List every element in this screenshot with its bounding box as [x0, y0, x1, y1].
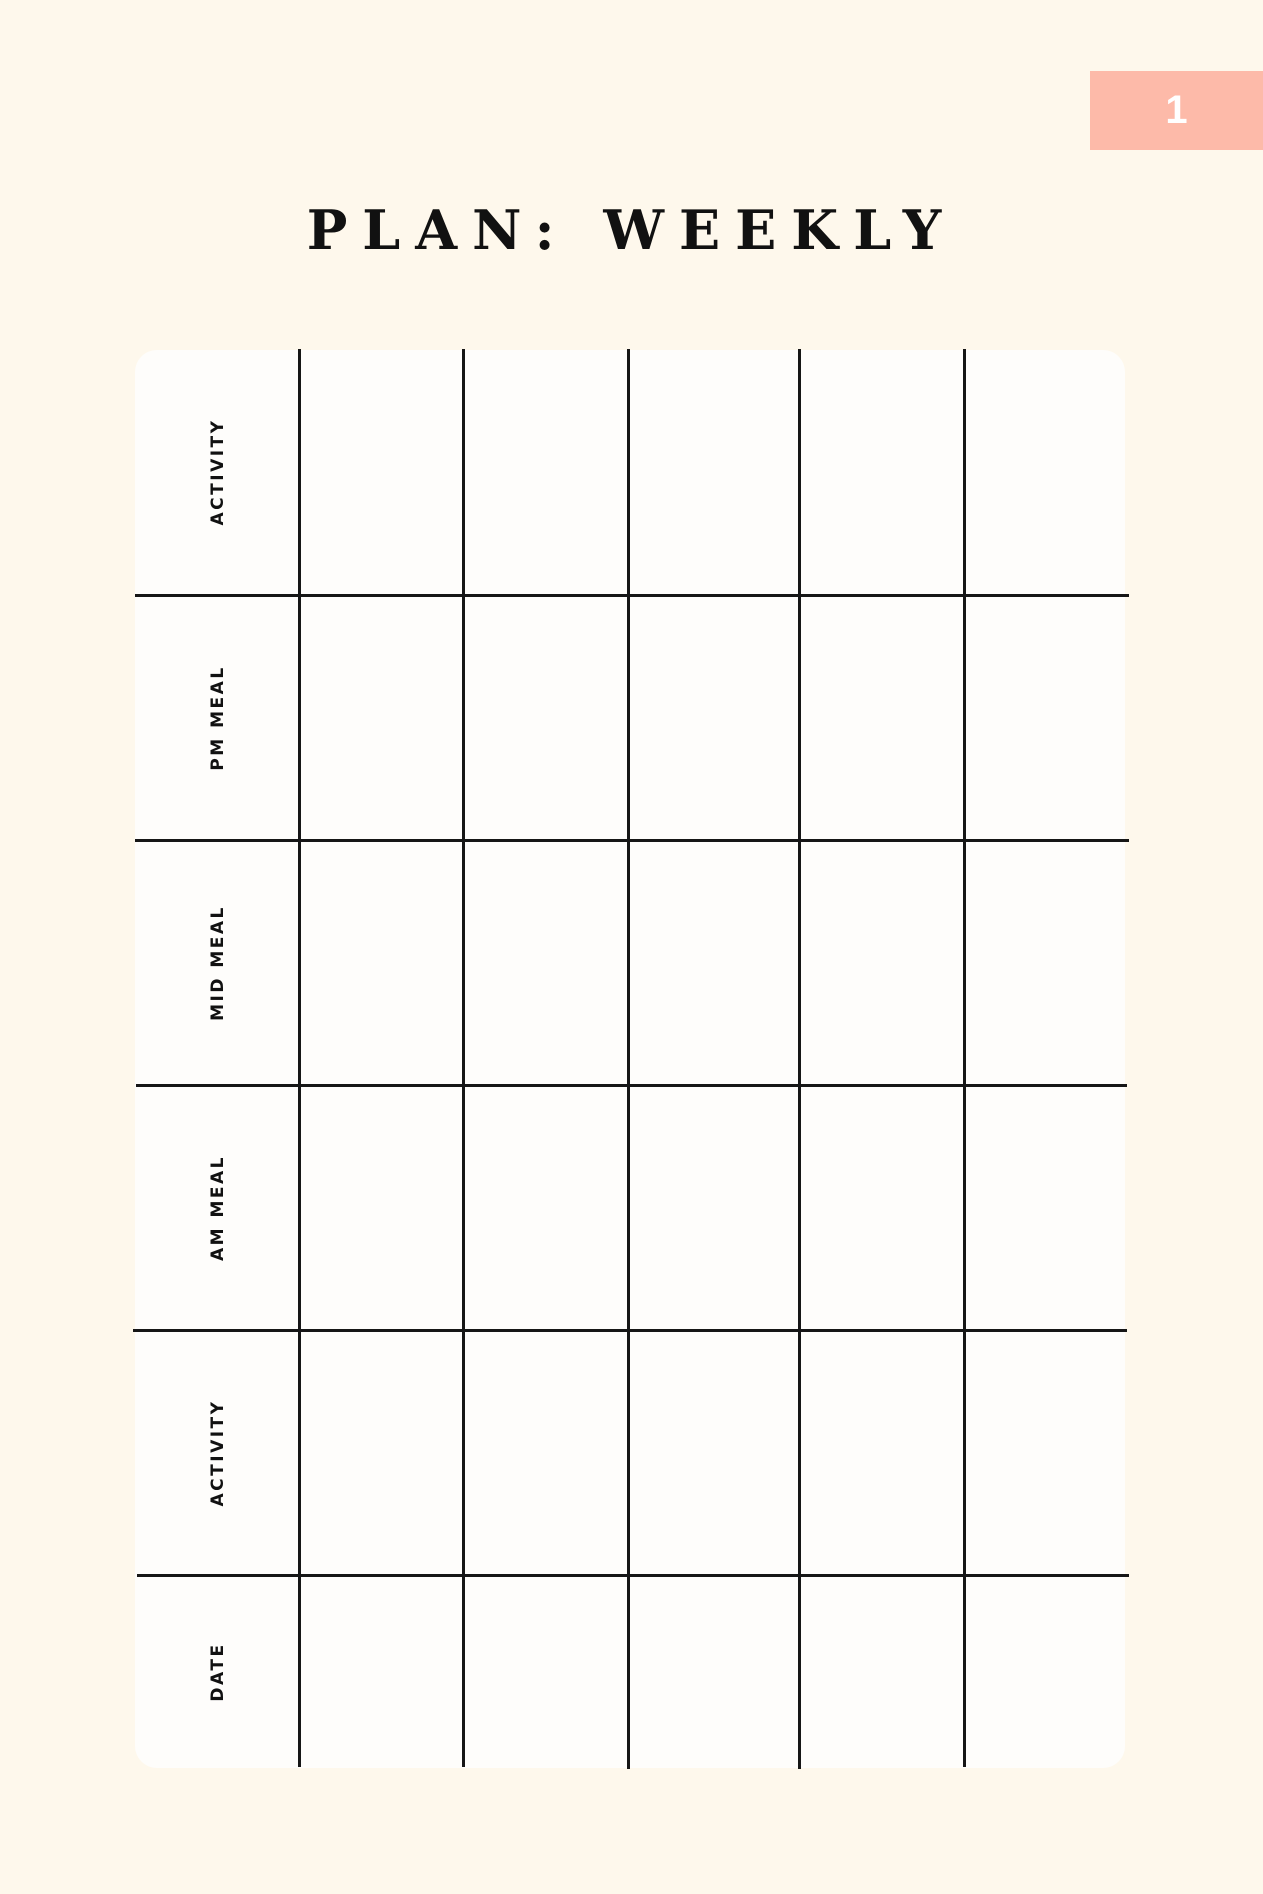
- row-pm-meal: [135, 597, 300, 839]
- column-divider: [798, 349, 801, 1769]
- row-am-meal: [135, 1087, 300, 1329]
- row-date: [135, 1577, 300, 1767]
- column-divider: [963, 349, 966, 1767]
- page-number: 1: [1165, 88, 1188, 132]
- row-label: ACTIVITY: [207, 418, 228, 526]
- page-number-tab: [1090, 71, 1263, 150]
- column-divider: [627, 349, 630, 1769]
- row-label: MID MEAL: [207, 905, 228, 1021]
- row-label: AM MEAL: [207, 1154, 228, 1262]
- page-title: PLAN: WEEKLY: [306, 198, 957, 262]
- row-mid-meal: [135, 842, 300, 1084]
- row-label: PM MEAL: [207, 665, 228, 771]
- column-divider: [462, 349, 465, 1767]
- row-label: ACTIVITY: [207, 1399, 228, 1507]
- row-activity-bottom: [135, 1332, 300, 1574]
- row-activity-top: [135, 350, 300, 594]
- row-label: DATE: [207, 1642, 228, 1702]
